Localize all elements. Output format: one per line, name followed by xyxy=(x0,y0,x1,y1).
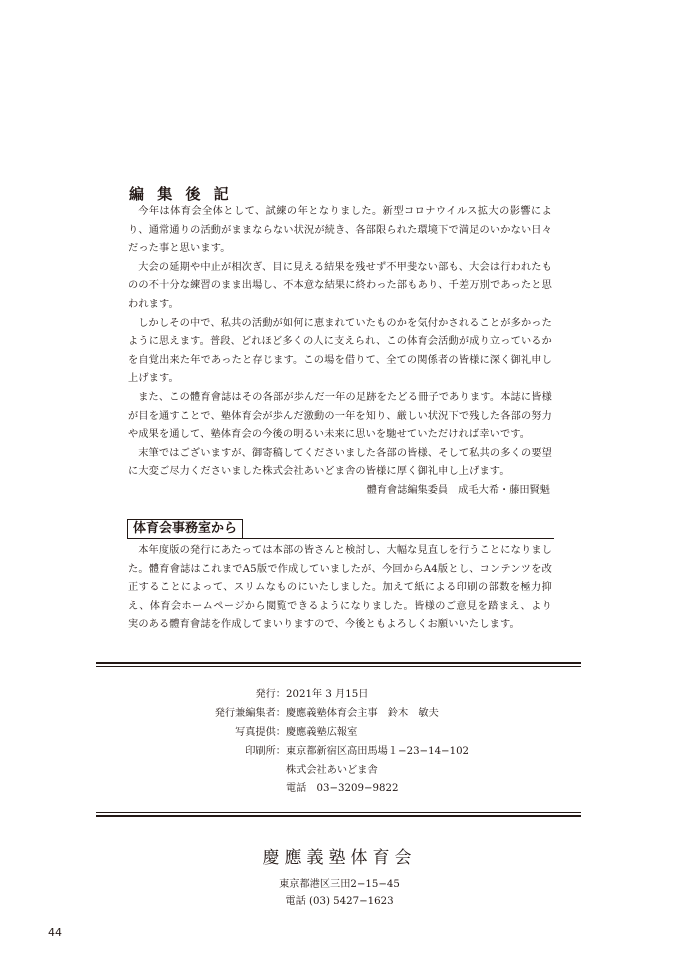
organization-name: 慶應義塾体育会 xyxy=(262,848,417,868)
postscript-paragraph: 今年は体育会全体として、試練の年となりました。新型コロナウイルス拡大の影響により、通常通りの活動がままならない状況が続き、各部限られた環境下で満足のいかない日々だった事と思います。 xyxy=(128,206,552,255)
postscript-paragraph: 末筆ではございますが、御寄稿してくださいました各部の皆様、そして私共の多くの要望に大変ご尽力くださいました株式会社あいどま舎の皆様に厚く御礼申し上げます。 xyxy=(128,447,552,478)
colophon-row xyxy=(180,705,520,724)
colophon-value: 東京都新宿区高田馬場１−23−14−102 xyxy=(286,745,470,757)
colophon-value: 2021年 3 月15日 xyxy=(286,689,369,700)
colophon-label xyxy=(180,762,286,781)
colophon-label xyxy=(180,780,286,799)
editor-postscript-heading: 編 集 後 記 xyxy=(129,185,233,203)
colophon xyxy=(180,686,520,799)
editor-postscript-body xyxy=(128,203,552,501)
colophon-row xyxy=(180,724,520,743)
colophon-top-rule-inner xyxy=(96,666,581,667)
colophon-row xyxy=(180,762,520,781)
colophon-bottom-rule xyxy=(96,812,581,813)
office-section-body xyxy=(128,542,552,635)
colophon-value: 慶應義塾広報室 xyxy=(286,726,358,738)
organization-phone: 電話 (03) 5427−1623 xyxy=(285,896,394,907)
office-heading-underline xyxy=(127,538,554,539)
page-number: 44 xyxy=(48,926,62,939)
colophon-label: 写真提供： xyxy=(235,726,286,738)
colophon-row xyxy=(180,780,520,799)
organization-address: 東京都港区三田2−15−45 xyxy=(279,879,400,890)
office-section-heading: 体育会事務室から xyxy=(127,519,243,539)
colophon-value: 慶應義塾体育会主事 鈴木 敏夫 xyxy=(286,707,439,719)
colophon-value: 株式会社あいどま舎 xyxy=(286,764,378,776)
colophon-label: 発行： xyxy=(255,689,286,700)
colophon-label: 印刷所： xyxy=(245,745,286,757)
postscript-paragraph: また、この體育會誌はその各部が歩んだ一年の足跡をたどる冊子であります。本誌に皆様が目を通すことで、塾体育会が歩んだ激動の一年を知り、厳しい状況下で残した各部の努力や成果を通して、塾体育会の今後の明るい未来に思いを馳せていただければ幸いです。 xyxy=(128,391,552,441)
colophon-value: 電話 03−3209−9822 xyxy=(286,783,399,795)
colophon-top-rule xyxy=(96,662,581,664)
postscript-paragraph: しかしその中で、私共の活動が如何に恵まれていたものかを気付かされることが多かったように思えます。普段、どれほど多くの人に支えられ、この体育会活動が成り立っているかを自覚出来た年であったと存じます。この場を借りて、全ての関係者の皆様に深く御礼申し上げます。 xyxy=(128,317,552,385)
office-paragraph: 本年度版の発行にあたっては本部の皆さんと検討し、大幅な見直しを行うことになりました。體育會誌はこれまでA5版で作成していましたが、今回からA4版とし、コンテンツを改正することによって、スリムなものにいたしました。加えて紙による印刷の部数を極力抑え、体育会ホームページから閲覧できるようになりました。皆様のご意見を踏まえ、より実のある體育會誌を作成してまいりますので、今後ともよろしくお願いいたします。 xyxy=(128,545,552,631)
colophon-row xyxy=(180,743,520,762)
colophon-bottom-rule-outer xyxy=(96,815,581,817)
colophon-row xyxy=(180,686,520,705)
postscript-signature: 體育會誌編集委員 成毛大希・藤田賢魁 xyxy=(366,484,550,496)
postscript-paragraph: 大会の延期や中止が相次ぎ、目に見える結果を残せず不甲斐ない部も、大会は行われたものの不十分な練習のまま出場し、不本意な結果に終わった部もあり、千差万別であったと思われます。 xyxy=(128,261,552,310)
colophon-label: 発行兼編集者： xyxy=(214,707,286,719)
